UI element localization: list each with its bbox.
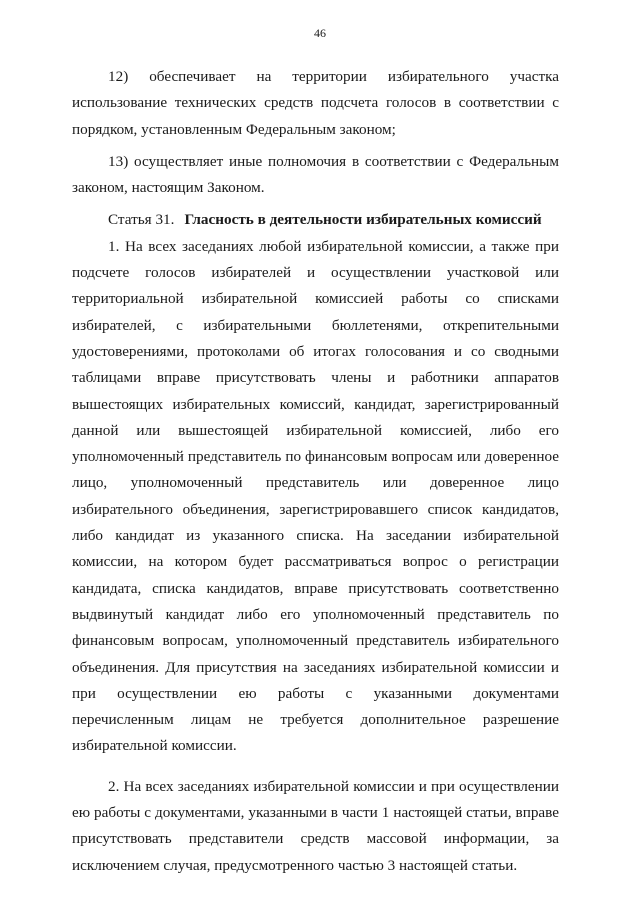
paragraph-item-13: 13) осуществляет иные полномочия в соответствии с Федеральным законом, настоящим Законом. bbox=[72, 152, 559, 197]
page-number: 46 bbox=[314, 26, 326, 40]
article-title: Гласность в деятельности избирательных комиссий bbox=[184, 211, 542, 229]
document-body bbox=[72, 64, 559, 879]
paragraph-part-1: 1. На всех заседаниях любой избирательной комиссии, а также при подсчете голосов избирателей и осуществлении участковой или территориальной избирательной комиссией работы со списками избирателей, с избирательными бюллетенями, открепительными удостоверениями, протоколами об итогах голосования и со сводными таблицами вправе присутствовать члены и работники аппаратов вышестоящих избирательных комиссий, кандидат, зарегистрированный данной или вышестоящей избирательной комиссией, либо его уполномоченный представитель по финансовым вопросам или доверенное лицо, уполномоченный представитель или доверенное лицо избирательного объединения, зарегистрировавшего список кандидатов, либо кандидат из указанного списка. На заседании избирательной комиссии, на котором будет рассматриваться вопрос о регистрации кандидата, списка кандидатов, вправе присутствовать соответственно выдвинутый кандидат либо его уполномоченный представитель по финансовым вопросам, уполномоченный представитель избирательного объединения. Для присутствия на заседаниях избирательной комиссии и при осуществлении ею работы с указанными документами перечисленным лицам не требуется дополнительное разрешение избирательной комиссии. bbox=[72, 237, 559, 755]
paragraph-part-2: 2. На всех заседаниях избирательной комиссии и при осуществлении ею работы с документами, указанными в части 1 настоящей статьи, вправе присутствовать представители средств массовой информации, за исключением случая, предусмотренного частью 3 настоящей статьи. bbox=[72, 777, 559, 874]
article-heading bbox=[72, 207, 559, 233]
article-label: Статья 31. bbox=[108, 211, 175, 229]
paragraph-item-12: 12) обеспечивает на территории избирательного участка использование технических средств подсчета голосов в соответствии с порядком, установленным Федеральным законом; bbox=[72, 68, 559, 138]
